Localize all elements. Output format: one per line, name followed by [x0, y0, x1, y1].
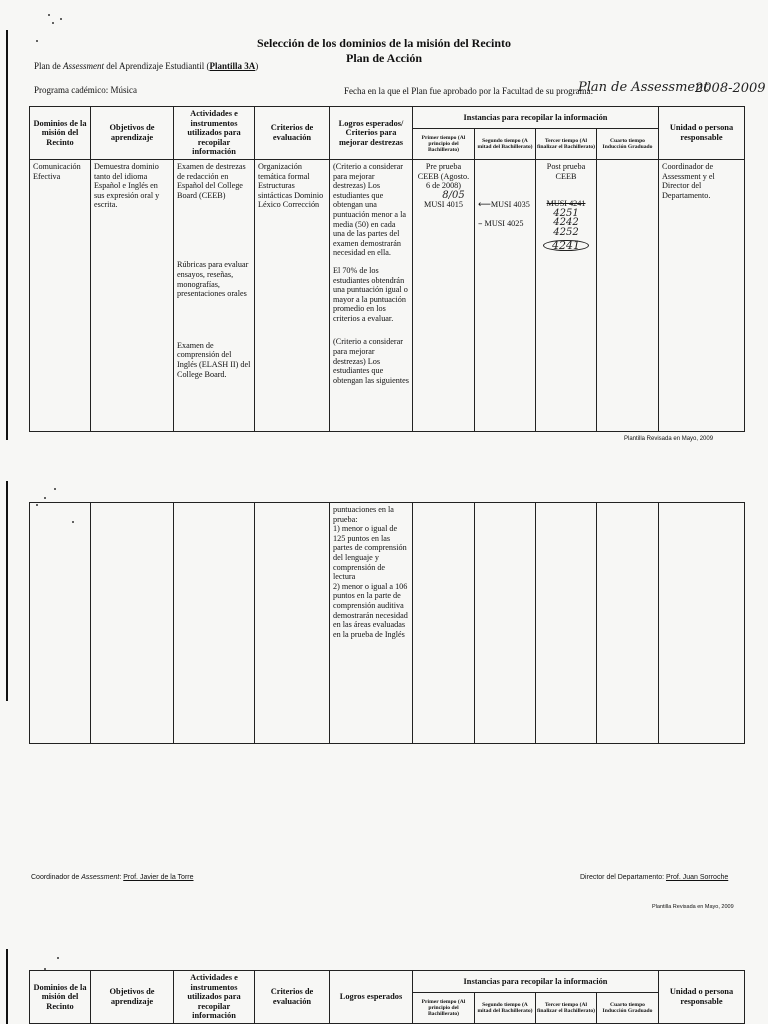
header-logros: Logros esperados	[330, 971, 413, 1024]
header-t4: Cuarto tiempo Inducción Graduado	[597, 992, 659, 1023]
approval-handwritten: Plan de Assessment	[578, 80, 709, 95]
scan-speck	[52, 22, 54, 24]
director-line: Director del Departamento: Prof. Juan Sorroche	[580, 874, 729, 881]
title-line-2: Plan de Acción	[345, 51, 422, 65]
header-dominios: Dominios de la misión del Recinto	[30, 107, 91, 160]
cell-logros	[330, 159, 413, 431]
action-plan-table-page3	[29, 970, 745, 1024]
template-name: Plantilla 3A	[209, 61, 256, 71]
t2-course-1: ⟵MUSI 4035	[478, 199, 530, 210]
action-plan-table-page1	[29, 106, 745, 432]
header-instancias: Instancias para recopilar la información	[413, 971, 659, 993]
coordinator-line: Coordinador de Assessment: Prof. Javier de la Torre	[31, 874, 194, 881]
cell-t4	[597, 159, 659, 431]
cell-dominio: Comunicación Efectiva	[30, 159, 91, 431]
logro-2: El 70% de los estudiantes obtendrán una puntuación igual o mayor a la puntuación promedio en los criterios a evaluar.	[333, 265, 408, 323]
header-t4: Cuarto tiempo Inducción Graduado	[597, 128, 659, 159]
logro-cont-1: puntuaciones en la prueba:	[333, 505, 394, 524]
header-t2: Segundo tiempo (A mitad del Bachillerato)	[475, 992, 536, 1023]
header-t1: Primer tiempo (Al principio del Bachillerato)	[413, 128, 475, 159]
actividad-3: Examen de comprensión del Inglés (ELASH II) del College Board.	[177, 340, 251, 379]
logro-cont-2: 1) menor o igual de 125 puntos en las partes de comprensión del lenguaje y comprensión de lectura	[333, 524, 407, 582]
logro-cont-3: 2) menor o igual a 106 puntos en la parte de comprensión auditiva demostrarán necesidad en las áreas evaluadas en la prueba de Inglés	[333, 581, 408, 639]
action-plan-table-page2	[29, 502, 745, 744]
actividad-1: Examen de destrezas de redacción en Español del College Board (CEEB)	[177, 161, 246, 200]
cell-criterios: Organización temática formal Estructuras sintácticas Dominio Léxico Corrección	[255, 159, 330, 431]
cell-objetivo: Demuestra dominio tanto del idioma Español e Inglés en sus expresión oral y escrita.	[91, 159, 174, 431]
header-t3: Tercer tiempo (Al finalizar el Bachillerato)	[536, 992, 597, 1023]
footer-revised-page2: Plantilla Revisada en Mayo, 2009	[652, 904, 734, 910]
t3-text: Post prueba CEEB	[546, 161, 586, 181]
left-margin-line	[6, 30, 8, 440]
t3-handwritten-2: 4242	[553, 217, 579, 229]
scan-speck	[48, 14, 50, 16]
header-actividades: Actividades e instrumentos utilizados para recopilar información	[174, 107, 255, 160]
director-name: Prof. Juan Sorroche	[665, 874, 729, 881]
left-margin-line	[6, 481, 8, 701]
approval-year-handwritten: 2008-2009	[695, 81, 766, 96]
actividad-2: Rúbricas para evaluar ensayos, reseñas, monografías, presentaciones orales	[177, 260, 249, 299]
footer-revised-page1: Plantilla Revisada en Mayo, 2009	[624, 436, 714, 442]
cell-logros-cont	[330, 503, 413, 744]
header-criterios: Criterios de evaluación	[255, 107, 330, 160]
approval-label: Fecha en la que el Plan fue aprobado por la Facultad de su programa:	[344, 86, 594, 96]
header-unidad: Unidad o persona responsable	[659, 107, 745, 160]
header-instancias: Instancias para recopilar la información	[413, 107, 659, 129]
table-row	[30, 159, 745, 431]
header-logros: Logros esperados/ Criterios para mejorar destrezas	[330, 107, 413, 160]
left-margin-line	[6, 949, 8, 1024]
header-objetivos: Objetivos de aprendizaje	[91, 107, 174, 160]
header-t2: Segundo tiempo (A mitad del Bachillerato)	[475, 128, 536, 159]
plan-line: Plan de Assessment del Aprendizaje Estudiantil (Plantilla 3A)	[34, 61, 259, 71]
scan-speck	[54, 488, 56, 490]
cell-unidad: Coordinador de Assessment y el Director del Departamento.	[659, 159, 745, 431]
cell-t3	[536, 159, 597, 431]
header-row	[30, 971, 745, 993]
header-t3: Tercer tiempo (Al finalizar el Bachillerato)	[536, 128, 597, 159]
coordinator-name: Prof. Javier de la Torre	[123, 874, 194, 881]
t3-handwritten-1: 4251	[553, 207, 579, 219]
header-t1: Primer tiempo (Al principio del Bachillerato)	[413, 992, 475, 1023]
scan-speck	[60, 18, 62, 20]
t3-handwritten-3: 4252	[553, 226, 579, 238]
header-row	[30, 107, 745, 129]
cell-actividades	[174, 159, 255, 431]
t2-course-2: – MUSI 4025	[478, 218, 524, 229]
cell-t1	[413, 159, 475, 431]
t3-handwritten-circled: 4241	[543, 240, 589, 252]
header-dominios: Dominios de la misión del Recinto	[30, 971, 91, 1024]
scan-speck	[44, 497, 46, 499]
title-line-1: Selección de los dominios de la misión del Recinto	[256, 36, 511, 50]
table-row	[30, 503, 745, 744]
t1-handwritten: 8/05	[442, 189, 465, 201]
header-actividades: Actividades e instrumentos utilizados para recopilar información	[174, 971, 255, 1024]
header-objetivos: Objetivos de aprendizaje	[91, 971, 174, 1024]
header-unidad: Unidad o persona responsable	[659, 971, 745, 1024]
t1-course: MUSI 4015	[424, 200, 463, 210]
program-label: Programa cadémico: Música	[34, 85, 137, 95]
cell-t2	[475, 159, 536, 431]
scan-speck	[57, 957, 59, 959]
logro-3: (Criterio a considerar para mejorar destrezas) Los estudiantes que obtengan las siguientes	[333, 337, 409, 385]
t1-text: Pre prueba CEEB (Agosto. 6 de 2008)	[417, 161, 470, 191]
t3-course: MUSI 4241	[546, 199, 586, 209]
header-criterios: Criterios de evaluación	[255, 971, 330, 1024]
logro-1: (Criterio a considerar para mejorar destrezas) Los estudiantes que obtengan una puntuación menor a la media (50) en cada una de las partes del examen demostrarán necesidad en ella.	[333, 161, 406, 258]
